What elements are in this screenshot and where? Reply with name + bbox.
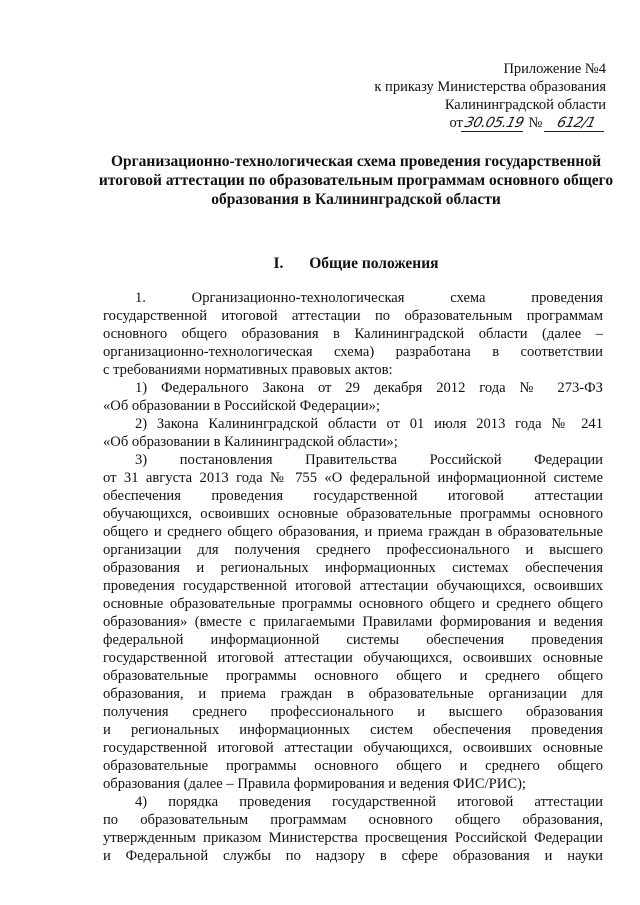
body-line: основные образовательные программы основного общего и среднего общего bbox=[103, 596, 603, 612]
body-line: государственной итоговой аттестации по образовательным программам bbox=[103, 308, 603, 324]
appendix-line-2: к приказу Министерства образования bbox=[374, 79, 606, 95]
title-line: итоговой аттестации по образовательным программам основного общего bbox=[98, 172, 614, 189]
body-line: основного общего образования в Калининградской области (далее – bbox=[103, 326, 603, 342]
body-line: по образовательным программам основного общего образования, bbox=[103, 812, 603, 828]
body-line: 4) порядка проведения государственной итоговой аттестации bbox=[135, 794, 603, 810]
body-line: 2) Закона Калининградской области от 01 июля 2013 года № 241 bbox=[135, 416, 603, 432]
section-number: I. bbox=[273, 255, 284, 272]
appendix-line-3: Калининградской области bbox=[444, 97, 606, 113]
document-title bbox=[96, 152, 616, 209]
body-line: общего и среднего общего образования, и приема граждан в образовательные bbox=[103, 524, 603, 540]
appendix-block bbox=[360, 60, 606, 132]
number-prefix: № bbox=[528, 115, 543, 131]
body-line: 3) постановления Правительства Российской Федерации bbox=[135, 452, 603, 468]
body-line: образования, и приема граждан в образовательные организации для bbox=[103, 686, 603, 702]
body-line: и региональных информационных систем обеспечения проведения bbox=[103, 722, 603, 738]
body-line: получения среднего профессионального и высшего образования bbox=[103, 704, 603, 720]
body-line: образования» (вместе с прилагаемыми Правилами формирования и ведения bbox=[103, 614, 603, 630]
body-line: образования и региональных информационных системах обеспечения bbox=[103, 560, 603, 576]
date-prefix: от bbox=[449, 115, 463, 131]
handwritten-date: 30.05.19 bbox=[461, 115, 527, 132]
body-line: обучающихся, освоивших основные образовательные программы основного bbox=[103, 506, 603, 522]
handwritten-number: 612/1 bbox=[544, 115, 608, 132]
title-line: образования в Калининградской области bbox=[211, 191, 501, 208]
section-heading bbox=[96, 255, 616, 273]
body-line: утвержденным приказом Министерства просвещения Российской Федерации bbox=[103, 830, 603, 846]
appendix-signature-line bbox=[360, 114, 606, 132]
body-line: с требованиями нормативных правовых актов: bbox=[103, 362, 393, 378]
body-line: федеральной информационной системы обеспечения проведения bbox=[103, 632, 603, 648]
body-line: образовательные программы основного общего и среднего общего bbox=[103, 668, 603, 684]
body-line: 1) Федерального Закона от 29 декабря 2012 года № 273-ФЗ bbox=[135, 380, 603, 396]
body-line: организации для получения среднего профессионального и высшего bbox=[103, 542, 603, 558]
body-line: организационно-технологическая схема) разработана в соответствии bbox=[103, 344, 603, 360]
title-line: Организационно-технологическая схема проведения государственной bbox=[110, 153, 602, 170]
body-line: 1. Организационно-технологическая схема проведения bbox=[135, 290, 603, 306]
appendix-line-1: Приложение №4 bbox=[503, 61, 606, 77]
body-line: государственной итоговой аттестации обучающихся, освоивших основные bbox=[103, 740, 603, 756]
body-line: проведения государственной итоговой аттестации обучающихся, освоивших bbox=[103, 578, 603, 594]
body-line: обеспечения проведения государственной итоговой аттестации bbox=[103, 488, 603, 504]
body-line: государственной итоговой аттестации обучающихся, освоивших основные bbox=[103, 650, 603, 666]
body-line: от 31 августа 2013 года № 755 «О федеральной информационной системе bbox=[103, 470, 603, 486]
body-line: образования (далее – Правила формирования и ведения ФИС/РИС); bbox=[103, 776, 526, 792]
body-line: и Федеральной службы по надзору в сфере образования и науки bbox=[103, 848, 603, 864]
body-line: «Об образовании в Калининградской области»; bbox=[103, 434, 398, 450]
body-line: образовательные программы основного общего и среднего общего bbox=[103, 758, 603, 774]
section-title: Общие положения bbox=[309, 255, 439, 272]
body-line: «Об образовании в Российской Федерации»; bbox=[103, 398, 381, 414]
document-body bbox=[103, 289, 603, 865]
